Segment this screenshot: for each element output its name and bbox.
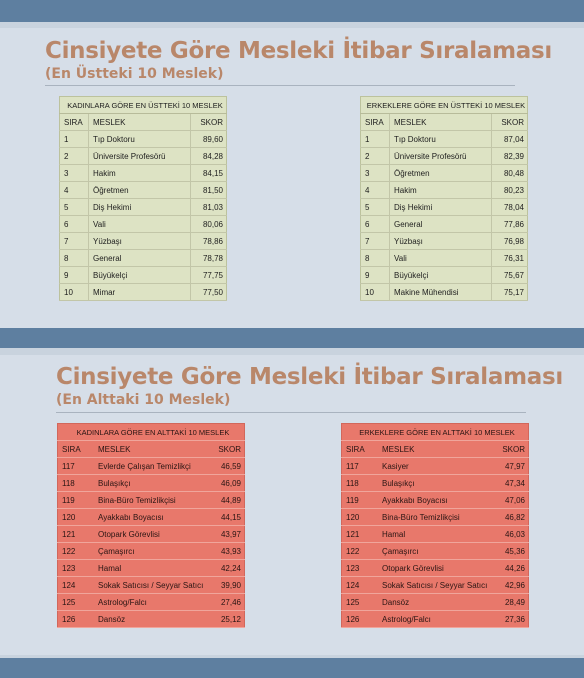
score-cell: 46,59 — [209, 458, 245, 475]
rank-cell: 119 — [342, 492, 379, 509]
score-cell: 89,60 — [191, 131, 227, 148]
occupation-cell: General — [89, 250, 191, 267]
rank-cell: 124 — [342, 577, 379, 594]
score-cell: 77,50 — [191, 284, 227, 301]
slide-top-divider — [45, 85, 515, 86]
table-row — [58, 594, 245, 611]
rank-cell: 7 — [60, 233, 89, 250]
table-row — [58, 492, 245, 509]
table-row — [361, 250, 528, 267]
occupation-cell: Otopark Görevlisi — [378, 560, 493, 577]
rank-cell: 6 — [361, 216, 390, 233]
column-header-rank: SIRA — [342, 441, 379, 458]
column-header-rank: SIRA — [58, 441, 95, 458]
rank-cell: 2 — [60, 148, 89, 165]
table-row — [58, 509, 245, 526]
table-row — [361, 233, 528, 250]
score-cell: 76,31 — [492, 250, 528, 267]
rank-cell: 1 — [60, 131, 89, 148]
score-cell: 46,09 — [209, 475, 245, 492]
rank-cell: 3 — [361, 165, 390, 182]
column-header-rank: SIRA — [361, 114, 390, 131]
occupation-cell: Otopark Görevlisi — [94, 526, 209, 543]
rank-cell: 126 — [58, 611, 95, 628]
rank-cell: 5 — [60, 199, 89, 216]
score-cell: 46,03 — [493, 526, 529, 543]
score-cell: 44,26 — [493, 560, 529, 577]
occupation-cell: Dansöz — [378, 594, 493, 611]
table-row — [58, 458, 245, 475]
table-row — [58, 577, 245, 594]
score-cell: 77,86 — [492, 216, 528, 233]
rank-cell: 3 — [60, 165, 89, 182]
occupation-cell: Üniversite Profesörü — [89, 148, 191, 165]
occupation-cell: Vali — [390, 250, 492, 267]
table-row — [342, 594, 529, 611]
score-cell: 42,24 — [209, 560, 245, 577]
occupation-cell: Çamaşırcı — [378, 543, 493, 560]
occupation-cell: Sokak Satıcısı / Seyyar Satıcı — [94, 577, 209, 594]
women-bottom-heading: KADINLARA GÖRE EN ALTTAKİ 10 MESLEK — [58, 424, 245, 441]
score-cell: 47,34 — [493, 475, 529, 492]
table-row — [361, 267, 528, 284]
score-cell: 39,90 — [209, 577, 245, 594]
occupation-cell: Çamaşırcı — [94, 543, 209, 560]
rank-cell: 6 — [60, 216, 89, 233]
column-header-rank: SIRA — [60, 114, 89, 131]
table-row — [58, 475, 245, 492]
score-cell: 43,97 — [209, 526, 245, 543]
score-cell: 77,75 — [191, 267, 227, 284]
occupation-cell: Sokak Satıcısı / Seyyar Satıcı — [378, 577, 493, 594]
rank-cell: 9 — [361, 267, 390, 284]
score-cell: 44,89 — [209, 492, 245, 509]
score-cell: 43,93 — [209, 543, 245, 560]
score-cell: 25,12 — [209, 611, 245, 628]
column-header-score: SKOR — [493, 441, 529, 458]
column-header-occupation: MESLEK — [390, 114, 492, 131]
score-cell: 80,23 — [492, 182, 528, 199]
table-row — [342, 526, 529, 543]
rank-cell: 123 — [342, 560, 379, 577]
table-row — [60, 267, 227, 284]
women-bottom-table — [57, 423, 245, 628]
score-cell: 80,48 — [492, 165, 528, 182]
rank-cell: 124 — [58, 577, 95, 594]
rank-cell: 5 — [361, 199, 390, 216]
occupation-cell: Tıp Doktoru — [89, 131, 191, 148]
rank-cell: 10 — [361, 284, 390, 301]
score-cell: 27,36 — [493, 611, 529, 628]
rank-cell: 122 — [342, 543, 379, 560]
table-row — [361, 148, 528, 165]
table-row — [58, 560, 245, 577]
rank-cell: 4 — [60, 182, 89, 199]
occupation-cell: Hamal — [378, 526, 493, 543]
table-row — [60, 131, 227, 148]
men-top-heading: ERKEKLERE GÖRE EN ÜSTTEKİ 10 MESLEK — [361, 97, 528, 114]
table-row — [361, 284, 528, 301]
score-cell: 81,50 — [191, 182, 227, 199]
table-row — [60, 233, 227, 250]
table-row — [60, 148, 227, 165]
rank-cell: 123 — [58, 560, 95, 577]
score-cell: 28,49 — [493, 594, 529, 611]
score-cell: 47,97 — [493, 458, 529, 475]
occupation-cell: Yüzbaşı — [390, 233, 492, 250]
mid-divider-bar — [0, 328, 584, 348]
occupation-cell: Evlerde Çalışan Temizlikçi — [94, 458, 209, 475]
occupation-cell: Büyükelçi — [390, 267, 492, 284]
table-row — [342, 509, 529, 526]
rank-cell: 122 — [58, 543, 95, 560]
occupation-cell: Bulaşıkçı — [94, 475, 209, 492]
slide-bottom-subtitle: (En Alttaki 10 Meslek) — [56, 392, 231, 408]
occupation-cell: General — [390, 216, 492, 233]
rank-cell: 7 — [361, 233, 390, 250]
score-cell: 44,15 — [209, 509, 245, 526]
table-row — [342, 611, 529, 628]
occupation-cell: Bina-Büro Temizlikçisi — [378, 509, 493, 526]
occupation-cell: Öğretmen — [89, 182, 191, 199]
column-header-score: SKOR — [191, 114, 227, 131]
men-bottom-heading: ERKEKLERE GÖRE EN ALTTAKİ 10 MESLEK — [342, 424, 529, 441]
rank-cell: 120 — [342, 509, 379, 526]
occupation-cell: Hakim — [390, 182, 492, 199]
rank-cell: 118 — [342, 475, 379, 492]
score-cell: 76,98 — [492, 233, 528, 250]
table-row — [58, 611, 245, 628]
occupation-cell: Diş Hekimi — [390, 199, 492, 216]
table-row — [361, 216, 528, 233]
table-row — [60, 216, 227, 233]
score-cell: 78,86 — [191, 233, 227, 250]
occupation-cell: Ayakkabı Boyacısı — [94, 509, 209, 526]
score-cell: 78,78 — [191, 250, 227, 267]
occupation-cell: Hamal — [94, 560, 209, 577]
women-top-table — [59, 96, 227, 301]
score-cell: 46,82 — [493, 509, 529, 526]
slide-bottom-title: Cinsiyete Göre Mesleki İtibar Sıralaması — [56, 364, 563, 390]
table-row — [361, 199, 528, 216]
occupation-cell: Vali — [89, 216, 191, 233]
table-row — [60, 182, 227, 199]
occupation-cell: Dansöz — [94, 611, 209, 628]
men-top-table — [360, 96, 528, 301]
occupation-cell: Yüzbaşı — [89, 233, 191, 250]
score-cell: 78,04 — [492, 199, 528, 216]
column-header-occupation: MESLEK — [94, 441, 209, 458]
table-row — [342, 492, 529, 509]
table-row — [60, 165, 227, 182]
rank-cell: 125 — [342, 594, 379, 611]
occupation-cell: Bulaşıkçı — [378, 475, 493, 492]
column-header-score: SKOR — [492, 114, 528, 131]
top-header-bar — [0, 0, 584, 22]
score-cell: 84,28 — [191, 148, 227, 165]
rank-cell: 117 — [342, 458, 379, 475]
table-row — [60, 250, 227, 267]
occupation-cell: Astrolog/Falcı — [94, 594, 209, 611]
slide-bottom-divider — [56, 412, 526, 413]
rank-cell: 121 — [58, 526, 95, 543]
table-row — [60, 199, 227, 216]
score-cell: 81,03 — [191, 199, 227, 216]
rank-cell: 8 — [361, 250, 390, 267]
men-bottom-table — [341, 423, 529, 628]
rank-cell: 121 — [342, 526, 379, 543]
rank-cell: 125 — [58, 594, 95, 611]
occupation-cell: Makine Mühendisi — [390, 284, 492, 301]
column-header-occupation: MESLEK — [378, 441, 493, 458]
occupation-cell: Büyükelçi — [89, 267, 191, 284]
score-cell: 75,67 — [492, 267, 528, 284]
column-header-occupation: MESLEK — [89, 114, 191, 131]
occupation-cell: Astrolog/Falcı — [378, 611, 493, 628]
score-cell: 80,06 — [191, 216, 227, 233]
table-row — [361, 182, 528, 199]
table-row — [342, 475, 529, 492]
rank-cell: 9 — [60, 267, 89, 284]
table-row — [342, 543, 529, 560]
table-row — [361, 131, 528, 148]
women-top-heading: KADINLARA GÖRE EN ÜSTTEKİ 10 MESLEK — [60, 97, 227, 114]
score-cell: 82,39 — [492, 148, 528, 165]
occupation-cell: Öğretmen — [390, 165, 492, 182]
score-cell: 87,04 — [492, 131, 528, 148]
occupation-cell: Mimar — [89, 284, 191, 301]
occupation-cell: Kasiyer — [378, 458, 493, 475]
rank-cell: 118 — [58, 475, 95, 492]
table-row — [342, 560, 529, 577]
table-row — [58, 526, 245, 543]
occupation-cell: Üniversite Profesörü — [390, 148, 492, 165]
rank-cell: 126 — [342, 611, 379, 628]
occupation-cell: Tıp Doktoru — [390, 131, 492, 148]
table-row — [361, 165, 528, 182]
occupation-cell: Ayakkabı Boyacısı — [378, 492, 493, 509]
rank-cell: 8 — [60, 250, 89, 267]
occupation-cell: Bina-Büro Temizlikçisi — [94, 492, 209, 509]
occupation-cell: Hakim — [89, 165, 191, 182]
rank-cell: 119 — [58, 492, 95, 509]
slide-top-subtitle: (En Üstteki 10 Meslek) — [45, 66, 224, 82]
rank-cell: 1 — [361, 131, 390, 148]
rank-cell: 120 — [58, 509, 95, 526]
rank-cell: 4 — [361, 182, 390, 199]
score-cell: 47,06 — [493, 492, 529, 509]
score-cell: 42,96 — [493, 577, 529, 594]
bottom-footer-bar — [0, 658, 584, 678]
rank-cell: 2 — [361, 148, 390, 165]
table-row — [60, 284, 227, 301]
slide-top-title: Cinsiyete Göre Mesleki İtibar Sıralaması — [45, 38, 552, 64]
score-cell: 84,15 — [191, 165, 227, 182]
column-header-score: SKOR — [209, 441, 245, 458]
table-row — [342, 458, 529, 475]
rank-cell: 10 — [60, 284, 89, 301]
score-cell: 27,46 — [209, 594, 245, 611]
table-row — [342, 577, 529, 594]
score-cell: 45,36 — [493, 543, 529, 560]
rank-cell: 117 — [58, 458, 95, 475]
score-cell: 75,17 — [492, 284, 528, 301]
table-row — [58, 543, 245, 560]
occupation-cell: Diş Hekimi — [89, 199, 191, 216]
